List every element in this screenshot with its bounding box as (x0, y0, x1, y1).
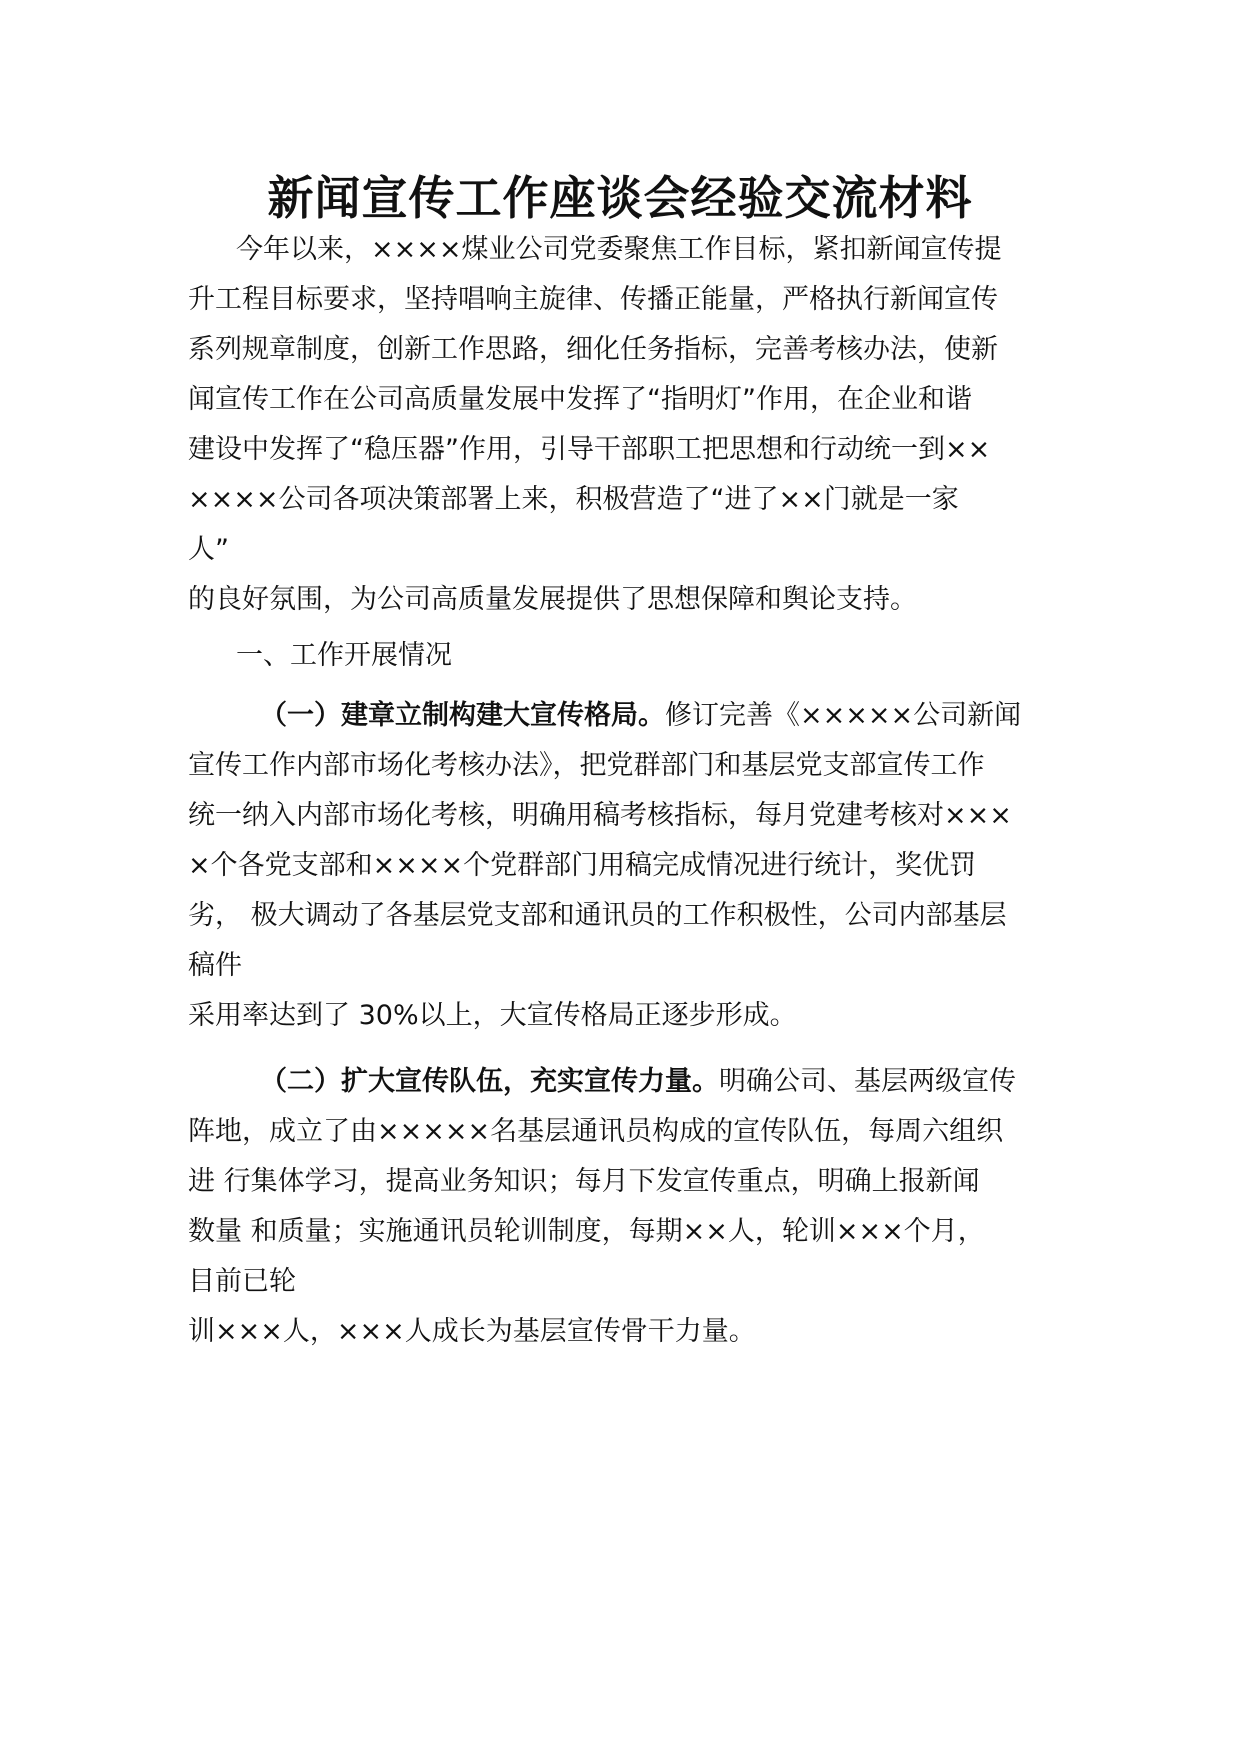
intro-line-2: 升工程目标要求，坚持唱响主旋律、传播正能量，严格执行新闻宣传 (188, 284, 998, 315)
item1-first-line-text: 修订完善《×××××公司新闻 (665, 700, 1022, 731)
intro-line-7: 人” (188, 534, 229, 565)
item2-first-line-text: 明确公司、基层两级宣传 (719, 1066, 1016, 1097)
item2-line-4: 数量 和质量；实施通讯员轮训制度，每期××人，轮训×××个月， (188, 1216, 985, 1247)
item1-first-line (260, 696, 1021, 736)
item1-lead: （一）建章立制构建大宣传格局。 (260, 700, 665, 731)
item1-line-7: 采用率达到了 30%以上，大宣传格局正逐步形成。 (188, 1000, 797, 1031)
item2-line-2: 阵地，成立了由×××××名基层通讯员构成的宣传队伍，每周六组织 (188, 1116, 1004, 1147)
intro-line-4: 闻宣传工作在公司高质量发展中发挥了“指明灯”作用，在企业和谐 (188, 384, 972, 415)
item2-lead: （二）扩大宣传队伍，充实宣传力量。 (260, 1066, 719, 1097)
intro-line-1: 今年以来，××××煤业公司党委聚焦工作目标，紧扣新闻宣传提 (236, 234, 1002, 265)
intro-line-8: 的良好氛围，为公司高质量发展提供了思想保障和舆论支持。 (188, 584, 917, 615)
intro-line-3: 系列规章制度，创新工作思路，细化任务指标，完善考核办法，使新 (188, 334, 998, 365)
item1-line-6: 稿件 (188, 950, 242, 981)
item1-line-2: 宣传工作内部市场化考核办法》，把党群部门和基层党支部宣传工作 (188, 750, 985, 781)
section-heading: 一、工作开展情况 (236, 640, 452, 671)
intro-line-6: ××××公司各项决策部署上来，积极营造了“进了××门就是一家 (188, 484, 959, 515)
item2-first-line (260, 1062, 1016, 1102)
item2-line-6: 训×××人，×××人成长为基层宣传骨干力量。 (188, 1316, 756, 1347)
item2-line-5: 目前已轮 (188, 1266, 296, 1297)
item1-line-4: ×个各党支部和××××个党群部门用稿完成情况进行统计，奖优罚 (188, 850, 977, 881)
intro-line-5: 建设中发挥了“稳压器”作用，引导干部职工把思想和行动统一到×× (188, 434, 991, 465)
item2-line-3: 进 行集体学习，提高业务知识；每月下发宣传重点，明确上报新闻 (188, 1166, 980, 1197)
item1-line-3: 统一纳入内部市场化考核，明确用稿考核指标，每月党建考核对××× (188, 800, 1012, 831)
document-title: 新闻宣传工作座谈会经验交流材料 (267, 171, 973, 225)
item1-line-5: 劣， 极大调动了各基层党支部和通讯员的工作积极性，公司内部基层 (188, 900, 1007, 931)
